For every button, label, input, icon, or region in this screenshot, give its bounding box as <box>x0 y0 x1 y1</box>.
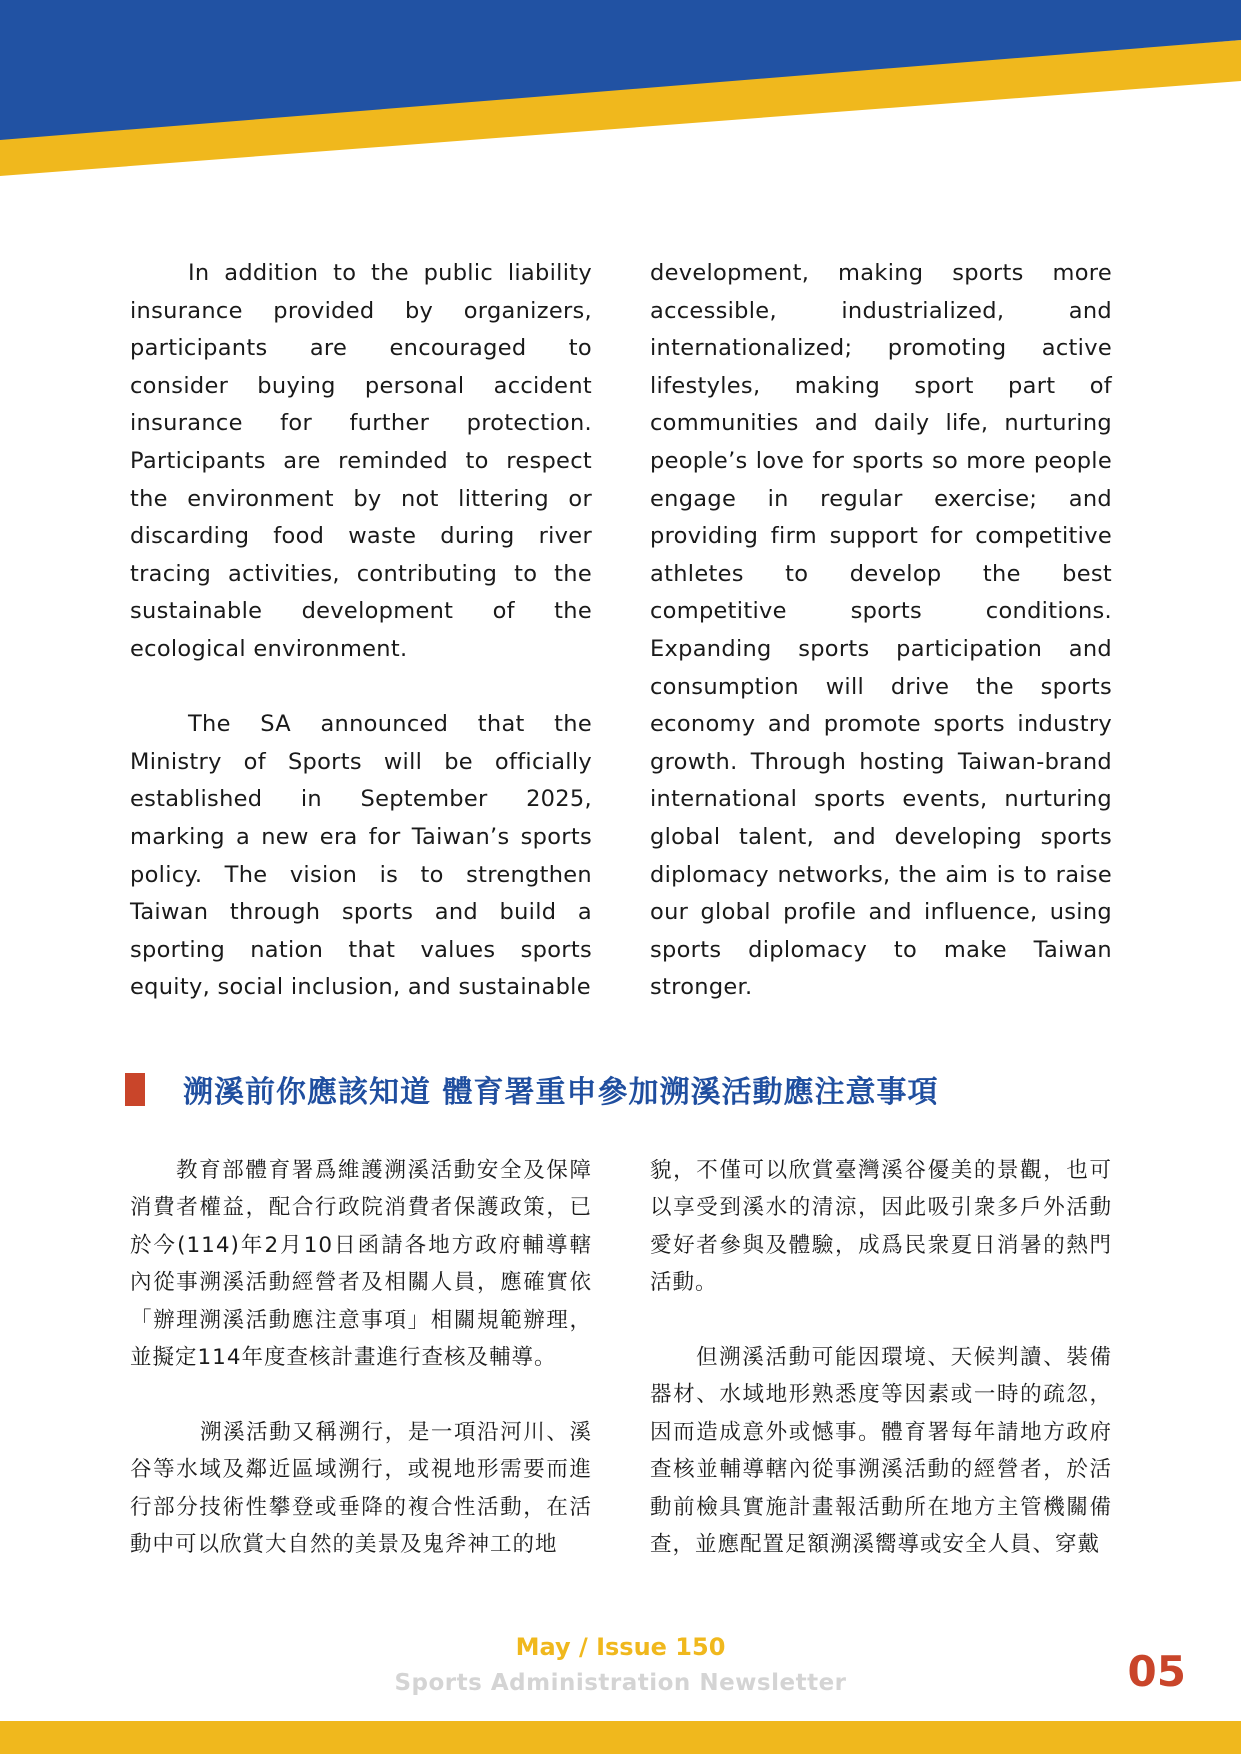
chinese-paragraph: 貌，不僅可以欣賞臺灣溪谷優美的景觀，也可以享受到溪水的清涼，因此吸引衆多戶外活動愛好者參與及體驗，成爲民衆夏日消暑的熱門活動。 <box>650 1158 1112 1296</box>
chinese-column-right <box>650 1152 1112 1563</box>
chinese-column-left <box>130 1152 592 1563</box>
footer-issue: May / Issue 150 <box>515 1633 726 1661</box>
english-column-right <box>650 255 1112 1007</box>
section-heading-text: 溯溪前你應該知道 體育署重申參加溯溪活動應注意事項 <box>183 1075 939 1110</box>
section-heading <box>125 1066 938 1112</box>
footer-newsletter-title: Sports Administration Newsletter <box>394 1670 847 1696</box>
english-paragraph: development, making sports more accessible, industrialized, and internationalized; promoting active lifestyles, making sport part of communities and daily life, nurturing people’s love for sports so more people engage in regular exercise; and providing firm support for competitive athletes to develop the best competitive sports conditions. Expanding sports participation and consumption will drive the sports economy and promote sports industry growth. Through hosting Taiwan-brand international sports events, nurturing global talent, and developing sports diplomacy networks, the aim is to raise our global profile and influence, using sports diplomacy to make Taiwan stronger. <box>650 260 1112 1001</box>
english-column-left <box>130 255 592 1007</box>
chinese-paragraph: 但溯溪活動可能因環境、天候判讀、裝備器材、水域地形熟悉度等因素或一時的疏忽，因而造成意外或憾事。體育署每年請地方政府查核並輔導轄內從事溯溪活動的經營者，於活動前檢具實施計畫報活動所在地方主管機關備查，並應配置足額溯溪嚮導或安全人員、穿戴 <box>650 1345 1112 1558</box>
footer-bar <box>0 1721 1241 1754</box>
page-number: 05 <box>1127 1647 1186 1696</box>
english-paragraph: The SA announced that the Ministry of Sports will be officially established in September 2025, marking a new era for Taiwan’s sports policy. The vision is to strengthen Taiwan through sports and build a sporting nation that values sports equity, social inclusion, and sustainable <box>130 711 592 1001</box>
chinese-paragraph: 教育部體育署爲維護溯溪活動安全及保障消費者權益，配合行政院消費者保護政策，已於今(114)年2月10日函請各地方政府輔導轄內從事溯溪活動經營者及相關人員，應確實依「辦理溯溪活動應注意事項」相關規範辦理，並擬定114年度查核計畫進行查核及輔導。 <box>130 1158 592 1371</box>
heading-marker <box>125 1073 145 1106</box>
chinese-paragraph: 溯溪活動又稱溯行，是一項沿河川、溪谷等水域及鄰近區域溯行，或視地形需要而進行部分技術性攀登或垂降的複合性活動，在活動中可以欣賞大自然的美景及鬼斧神工的地 <box>130 1419 592 1558</box>
header-banner <box>0 0 1241 190</box>
english-paragraph: In addition to the public liability insurance provided by organizers, participants are encouraged to consider buying personal accident insurance for further protection. Participants are reminded to respect the environment by not littering or discarding food waste during river tracing activities, contributing to the sustainable development of the ecological environment. <box>130 260 592 662</box>
